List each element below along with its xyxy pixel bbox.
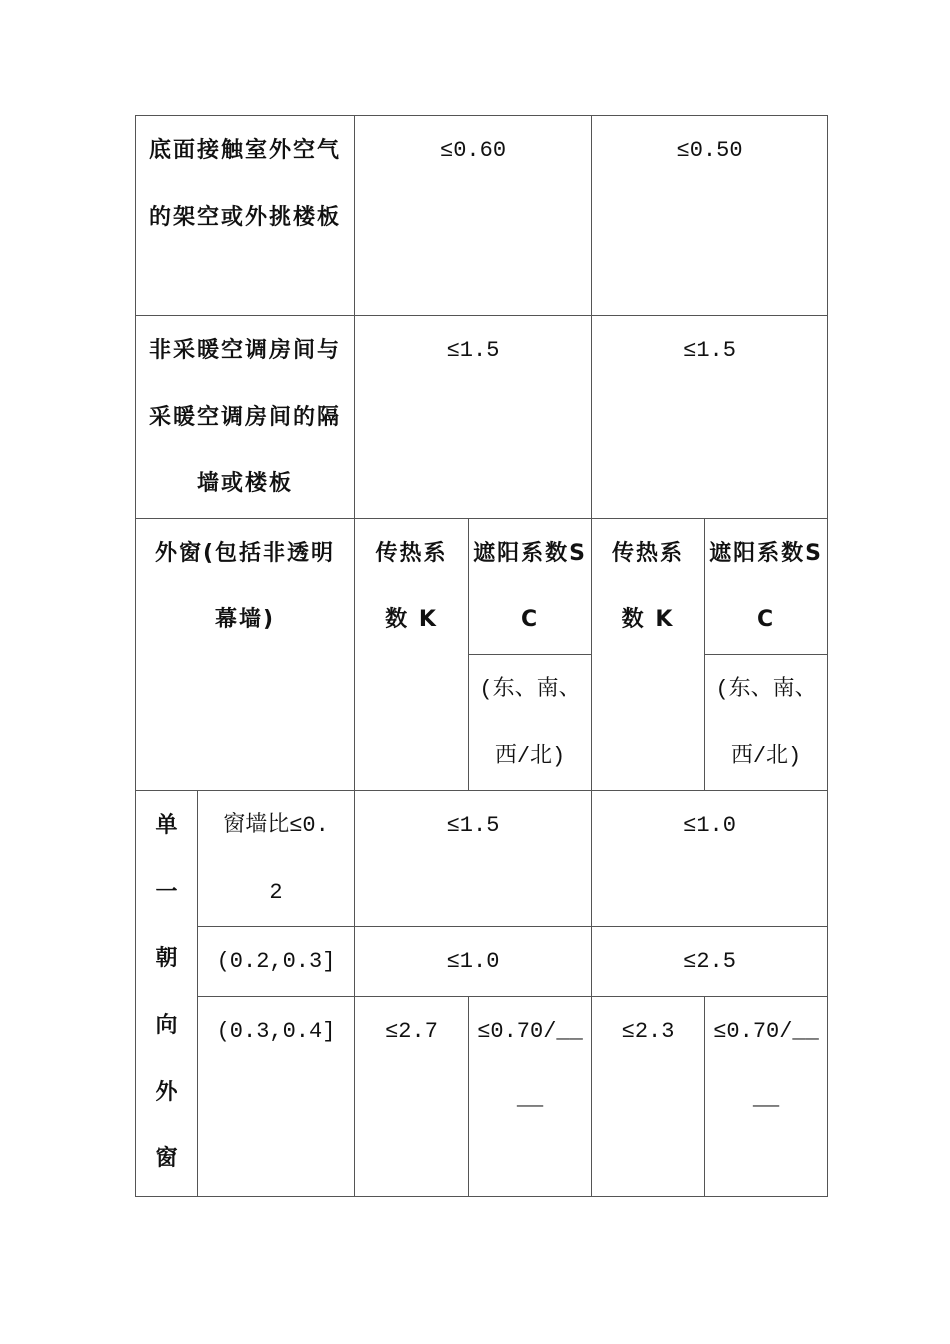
k-value-2: ≤1.0 [592,791,828,927]
sc-orientation-2: (东、南、西/北) [705,654,828,790]
table-row [136,518,828,654]
k-header-2: 传热系数 K [592,518,705,790]
table-row [136,316,828,519]
window-label: 外窗(包括非透明幕墙) [136,518,355,790]
table-row [136,791,828,927]
partition-value-1: ≤1.5 [355,316,592,519]
thermal-spec-table [135,115,828,1197]
table-row [136,927,828,997]
floor-value-2: ≤0.50 [592,116,828,316]
sc-header-1: 遮阳系数SC [469,518,592,654]
k-value-1: ≤1.0 [355,927,592,997]
k-value-1: ≤1.5 [355,791,592,927]
k-header-1: 传热系数 K [355,518,469,790]
sc-value-1: ≤0.70/____ [469,996,592,1196]
k-value-2: ≤2.3 [592,996,705,1196]
floor-value-1: ≤0.60 [355,116,592,316]
sc-value-2: ≤0.70/____ [705,996,828,1196]
k-value-2: ≤2.5 [592,927,828,997]
ratio-cell: (0.3,0.4] [198,996,355,1196]
sc-header-2: 遮阳系数SC [705,518,828,654]
single-orientation-label: 单一朝向外窗 [136,791,198,1197]
partition-label: 非采暖空调房间与采暖空调房间的隔墙或楼板 [136,316,355,519]
table-row [136,996,828,1196]
table-row [136,116,828,316]
ratio-cell: (0.2,0.3] [198,927,355,997]
floor-label: 底面接触室外空气的架空或外挑楼板 [136,116,355,316]
sc-orientation-1: (东、南、西/北) [469,654,592,790]
partition-value-2: ≤1.5 [592,316,828,519]
k-value-1: ≤2.7 [355,996,469,1196]
ratio-cell: 窗墙比≤0.2 [198,791,355,927]
